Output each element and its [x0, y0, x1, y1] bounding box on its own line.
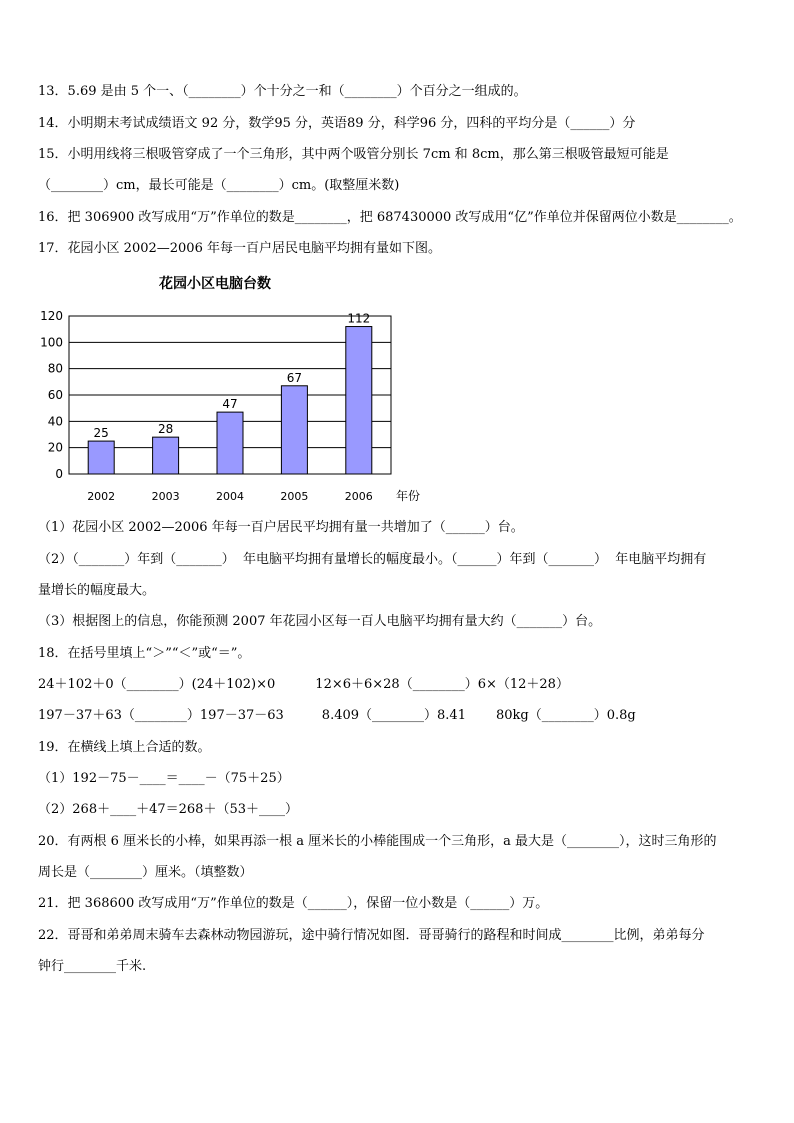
x-tick-label: 2003 [151, 490, 180, 503]
bar-2004 [217, 412, 243, 474]
x-tick-label: 2002 [87, 490, 116, 503]
x-tick-label: 2004 [216, 490, 244, 503]
question-17-part-1: （1）花园小区 2002—2006 年每一百户居民平均拥有量一共增加了（______）台。 [38, 520, 524, 535]
x-axis-label: 年份 [395, 489, 421, 503]
y-tick-label: 0 [55, 467, 63, 481]
q18-item-e: 80kg（________）0.8g [495, 708, 636, 723]
data-label: 25 [93, 426, 109, 441]
q18-item-d: 8.409（________）8.41 [321, 708, 466, 723]
data-label: 67 [286, 370, 303, 385]
x-tick-label: 2005 [280, 490, 309, 503]
question-13: 13．5.69 是由 5 个一、（________）个十分之一和（________）个百分之一组成的。 [38, 84, 527, 99]
data-label: 47 [222, 397, 238, 412]
question-14: 14．小明期末考试成绩语文 92 分，数学95 分，英语89 分，科学96 分，四科的平均分是（______）分 [38, 116, 636, 131]
y-tick-label: 100 [40, 335, 63, 350]
data-label: 28 [157, 422, 174, 437]
bar-2002 [88, 441, 114, 474]
question-20: 20．有两根 6 厘米长的小棒，如果再添一根 a 厘米长的小棒能围成一个三角形，a 最大是（________），这时三角形的 [38, 834, 717, 849]
bar-2003 [153, 437, 179, 474]
x-tick-label: 2006 [344, 490, 373, 503]
bar-2006 [346, 327, 372, 474]
chart-title: 花园小区电脑台数 [159, 276, 271, 292]
question-19-part-1: （1）192－75－____＝____－（75＋25） [38, 771, 290, 786]
question-17: 17．花园小区 2002—2006 年每一百户居民电脑平均拥有量如下图。 [38, 241, 441, 256]
question-19: 19．在横线上填上合适的数。 [38, 740, 211, 755]
question-15: 15．小明用线将三根吸管穿成了一个三角形，其中两个吸管分别长 7cm 和 8cm，那么第三根吸管最短可能是 [38, 147, 669, 162]
q18-item-c: 197－37＋63（________）197－37－63 [38, 708, 284, 723]
q18-item-b: 12×6＋6×28（________）6×（12＋28） [315, 677, 569, 692]
question-22: 22．哥哥和弟弟周末骑车去森林动物园游玩，途中骑行情况如图．哥哥骑行的路程和时间成________比例，弟弟每分 [38, 928, 705, 943]
y-tick-label: 20 [47, 440, 63, 455]
question-19-part-2: （2）268＋____＋47＝268＋（53＋____） [38, 802, 298, 817]
y-tick-label: 120 [40, 309, 63, 323]
y-tick-label: 60 [47, 388, 63, 402]
question-16: 16．把 306900 改写成用“万”作单位的数是________，把 687430000 改写成用“亿”作单位并保留两位小数是________。 [38, 210, 742, 225]
question-17-part-3: （3）根据图上的信息，你能预测 2007 年花园小区每一百人电脑平均拥有量大约（_______）台。 [38, 614, 602, 629]
bar-2005 [281, 386, 307, 474]
question-18-row-1 [38, 677, 569, 693]
question-18: 18．在括号里填上“＞”“＜”或“＝”。 [38, 646, 251, 661]
question-15-continued: （________）cm，最长可能是（________）cm。(取整厘米数) [38, 178, 400, 193]
y-tick-label: 80 [47, 361, 63, 376]
y-tick-label: 40 [47, 414, 63, 429]
data-label: 112 [347, 311, 371, 326]
question-22-continued: 钟行________千米. [38, 959, 147, 974]
question-17-part-2: （2）（_______）年到（_______） 年电脑平均拥有量增长的幅度最小。（______）年到（_______） 年电脑平均拥有 [38, 552, 707, 567]
question-17-part-2-continued: 量增长的幅度最大。 [38, 583, 156, 598]
question-21: 21．把 368600 改写成用“万”作单位的数是（______），保留一位小数是（______）万。 [38, 896, 549, 911]
question-18-row-2 [38, 708, 636, 724]
question-20-continued: 周长是（________）厘米。（填整数） [38, 865, 253, 880]
bar-chart [38, 268, 438, 508]
q18-item-a: 24＋102＋0（________）(24＋102)×0 [38, 677, 276, 692]
